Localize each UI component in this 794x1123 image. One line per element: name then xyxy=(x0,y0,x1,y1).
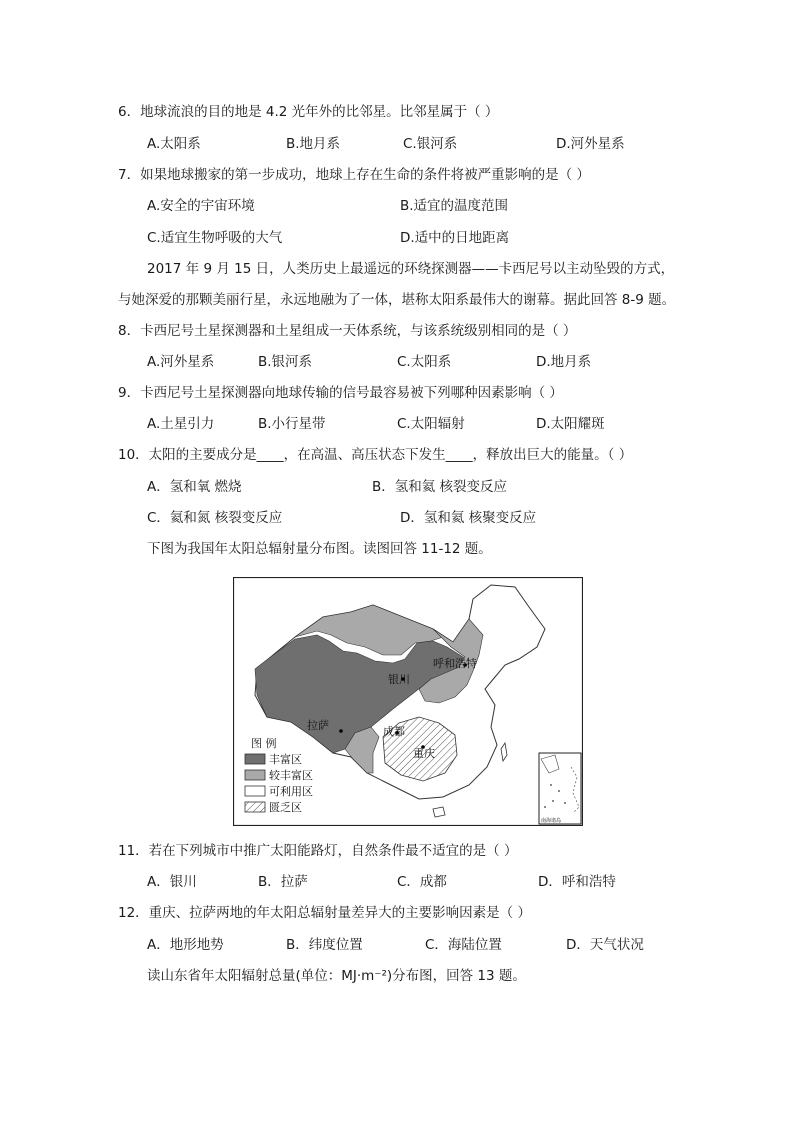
question-11-stem: 11．若在下列城市中推广太阳能路灯，自然条件最不适宜的是（ ） xyxy=(118,843,518,859)
hainan-island xyxy=(433,807,445,817)
question-6-stem: 6．地球流浪的目的地是 4.2 光年外的比邻星。比邻星属于（ ） xyxy=(118,104,499,120)
question-7-stem: 7．如果地球搬家的第一步成功，地球上存在生命的条件将被严重影响的是（ ） xyxy=(118,167,590,183)
q9-option-c: C.太阳辐射 xyxy=(397,416,465,432)
q9-option-b: B.小行星带 xyxy=(258,416,326,432)
map-label-yinchuan: 银川 xyxy=(388,673,410,686)
figure-intro-11-12: 下图为我国年太阳总辐射量分布图。读图回答 11-12 题。 xyxy=(147,541,492,557)
legend-label-poor: 匮乏区 xyxy=(269,801,302,814)
legend-title: 图 例 xyxy=(251,737,277,750)
question-8-stem: 8．卡西尼号土星探测器和土星组成一天体系统，与该系统级别相同的是（ ） xyxy=(118,323,577,339)
q7-option-d: D.适中的日地距离 xyxy=(400,230,510,246)
q10-option-a: A．氢和氧 燃烧 xyxy=(147,479,242,495)
question-12-stem: 12．重庆、拉萨两地的年太阳总辐射量差异大的主要影响因素是（ ） xyxy=(118,905,531,921)
q10-option-d: D．氢和氦 核聚变反应 xyxy=(400,510,537,526)
passage-line-1: 2017 年 9 月 15 日，人类历史上最遥远的环绕探测器——卡西尼号以主动坠毁的方式， xyxy=(147,261,675,277)
q7-option-c: C.适宜生物呼吸的大气 xyxy=(147,230,283,246)
q11-option-c: C．成都 xyxy=(397,874,447,890)
map-label-chongqing: 重庆 xyxy=(413,747,435,760)
map-label-hohhot: 呼和浩特 xyxy=(433,657,477,670)
map-label-lhasa: 拉萨 xyxy=(307,719,329,732)
q7-option-b: B.适宜的温度范围 xyxy=(400,198,509,214)
q8-option-b: B.银河系 xyxy=(258,354,313,370)
q12-option-d: D．天气状况 xyxy=(566,937,644,953)
q9-option-d: D.太阳耀斑 xyxy=(536,416,605,432)
q6-option-c: C.银河系 xyxy=(403,136,458,152)
figure-intro-13: 读山东省年太阳辐射总量(单位：MJ·m⁻²)分布图，回答 13 题。 xyxy=(147,968,526,984)
question-9-stem: 9．卡西尼号土星探测器向地球传输的信号最容易被下列哪种因素影响（ ） xyxy=(118,385,563,401)
legend-swatch-fairly-abundant xyxy=(245,770,265,780)
q10-option-c: C．氦和氮 核裂变反应 xyxy=(147,510,283,526)
q9-option-a: A.土星引力 xyxy=(147,416,215,432)
q11-option-d: D．呼和浩特 xyxy=(538,874,616,890)
q11-option-a: A．银川 xyxy=(147,874,197,890)
map-inset-south-china-sea xyxy=(539,753,581,824)
question-10-stem: 10．太阳的主要成分是____，在高温、高压状态下发生____，释放出巨大的能量。（ ） xyxy=(118,447,633,463)
q10-option-b: B．氢和氦 核裂变反应 xyxy=(372,479,508,495)
legend-label-abundant: 丰富区 xyxy=(269,753,302,766)
q8-option-c: C.太阳系 xyxy=(397,354,452,370)
solar-radiation-map xyxy=(233,577,583,826)
q12-option-b: B．纬度位置 xyxy=(286,937,363,953)
q8-option-d: D.地月系 xyxy=(536,354,592,370)
q7-option-a: A.安全的宇宙环境 xyxy=(147,198,255,214)
q8-option-a: A.河外星系 xyxy=(147,354,215,370)
legend-label-fairly-abundant: 较丰富区 xyxy=(269,769,313,782)
legend-label-usable: 可利用区 xyxy=(269,785,313,798)
map-label-chengdu: 成都 xyxy=(383,725,405,738)
q12-option-a: A．地形地势 xyxy=(147,937,224,953)
q12-option-c: C．海陆位置 xyxy=(425,937,502,953)
inset-label: 南海诸岛 xyxy=(541,818,562,824)
q6-option-d: D.河外星系 xyxy=(556,136,625,152)
q6-option-a: A.太阳系 xyxy=(147,136,201,152)
legend-swatch-usable xyxy=(245,786,265,796)
q11-option-b: B．拉萨 xyxy=(258,874,308,890)
legend-swatch-poor xyxy=(245,802,265,812)
q6-option-b: B.地月系 xyxy=(286,136,341,152)
legend-swatch-abundant xyxy=(245,754,265,764)
passage-line-2: 与她深爱的那颗美丽行星，永远地融为了一体，堪称太阳系最伟大的谢幕。据此回答 8-9 题。 xyxy=(118,292,676,308)
